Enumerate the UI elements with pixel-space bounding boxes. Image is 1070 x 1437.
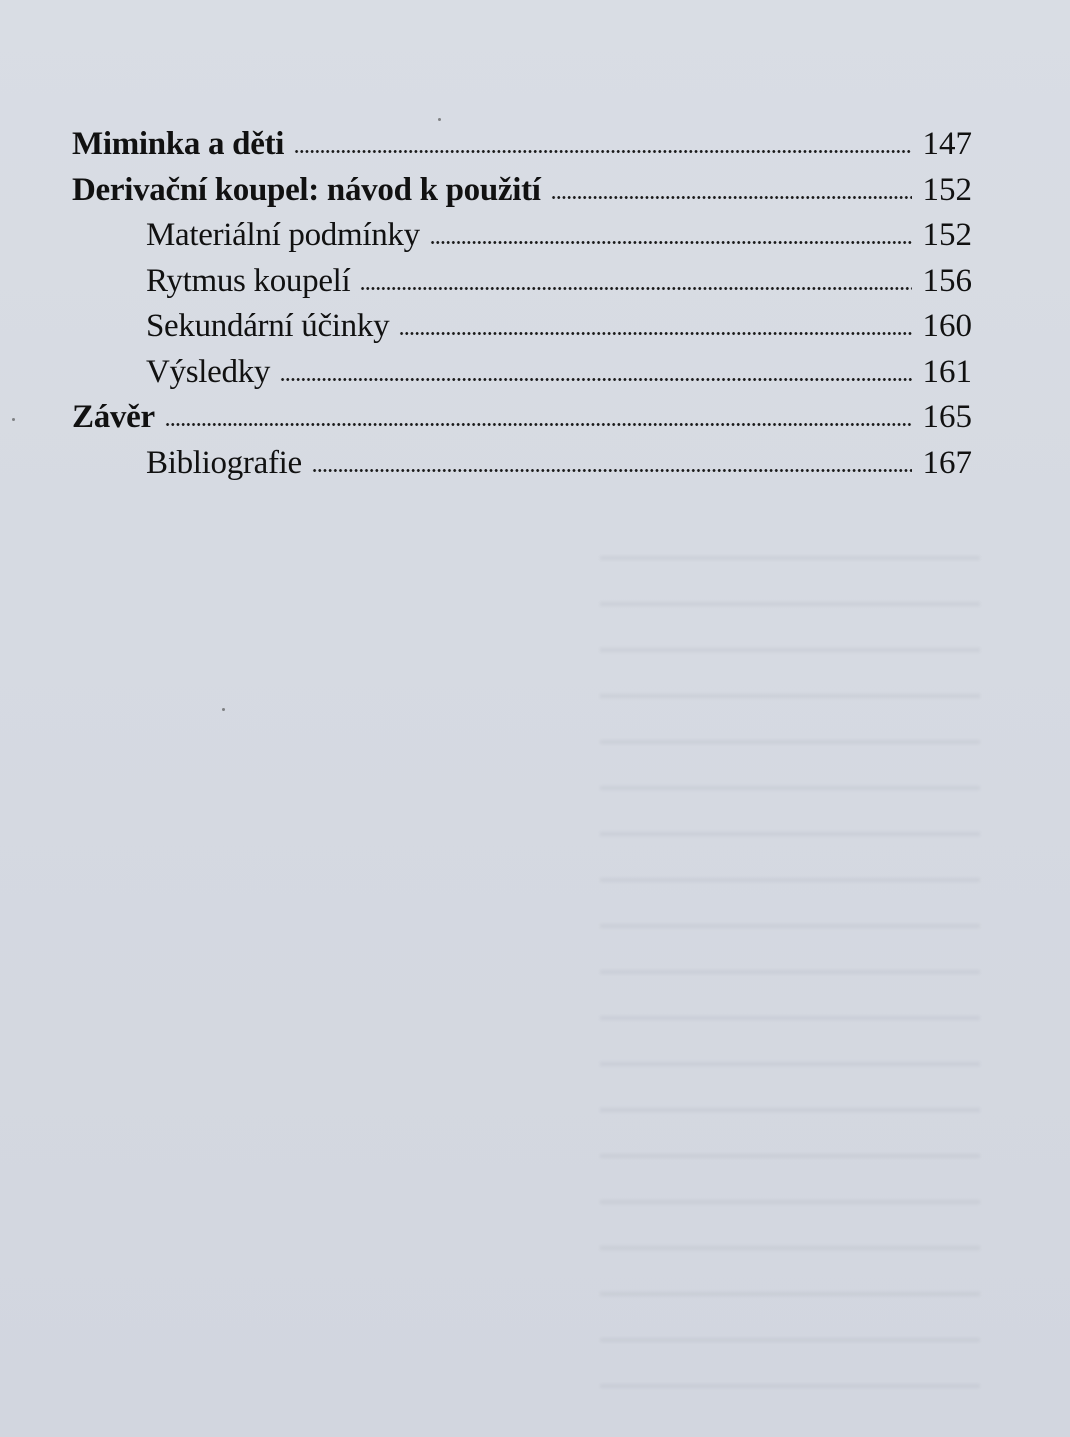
toc-entry: [72, 168, 972, 214]
toc-entry-title: Bibliografie: [146, 444, 302, 481]
toc-subentry: [72, 213, 972, 259]
paper-speck: [222, 708, 225, 711]
dot-leader: [165, 417, 912, 427]
dot-leader: [360, 281, 912, 291]
toc-entry-page: 160: [922, 308, 972, 344]
toc-entry-page: 167: [922, 444, 972, 481]
toc-subentry: [72, 350, 972, 396]
toc-entry: [72, 395, 972, 441]
toc-entry-title: Závěr: [72, 399, 155, 435]
toc-entry-page: 152: [922, 217, 972, 253]
toc-entry-title: Sekundární účinky: [146, 308, 390, 344]
dot-leader: [430, 235, 912, 245]
dot-leader: [399, 326, 912, 336]
toc-entry-page: 147: [922, 126, 972, 162]
toc-entry-page: 161: [922, 353, 972, 390]
toc-entry-title: Výsledky: [146, 353, 271, 390]
table-of-contents: [72, 122, 972, 486]
toc-entry-page: 152: [922, 171, 972, 208]
toc-subentry: [72, 304, 972, 350]
paper-speck: [438, 118, 441, 121]
bleed-through-text: [600, 520, 980, 1400]
paper-speck: [12, 418, 15, 421]
dot-leader: [280, 372, 912, 382]
toc-subentry: [72, 259, 972, 305]
dot-leader: [551, 190, 912, 200]
dot-leader: [294, 144, 912, 154]
dot-leader: [312, 463, 912, 473]
toc-entry-title: Miminka a děti: [72, 126, 285, 162]
toc-entry: [72, 122, 972, 168]
toc-entry-title: Derivační koupel: návod k použití: [72, 171, 541, 208]
toc-entry-page: 156: [922, 262, 972, 299]
toc-subentry: [72, 441, 972, 487]
toc-entry-title: Materiální podmínky: [146, 217, 420, 253]
toc-entry-page: 165: [922, 399, 972, 435]
toc-entry-title: Rytmus koupelí: [146, 262, 351, 299]
